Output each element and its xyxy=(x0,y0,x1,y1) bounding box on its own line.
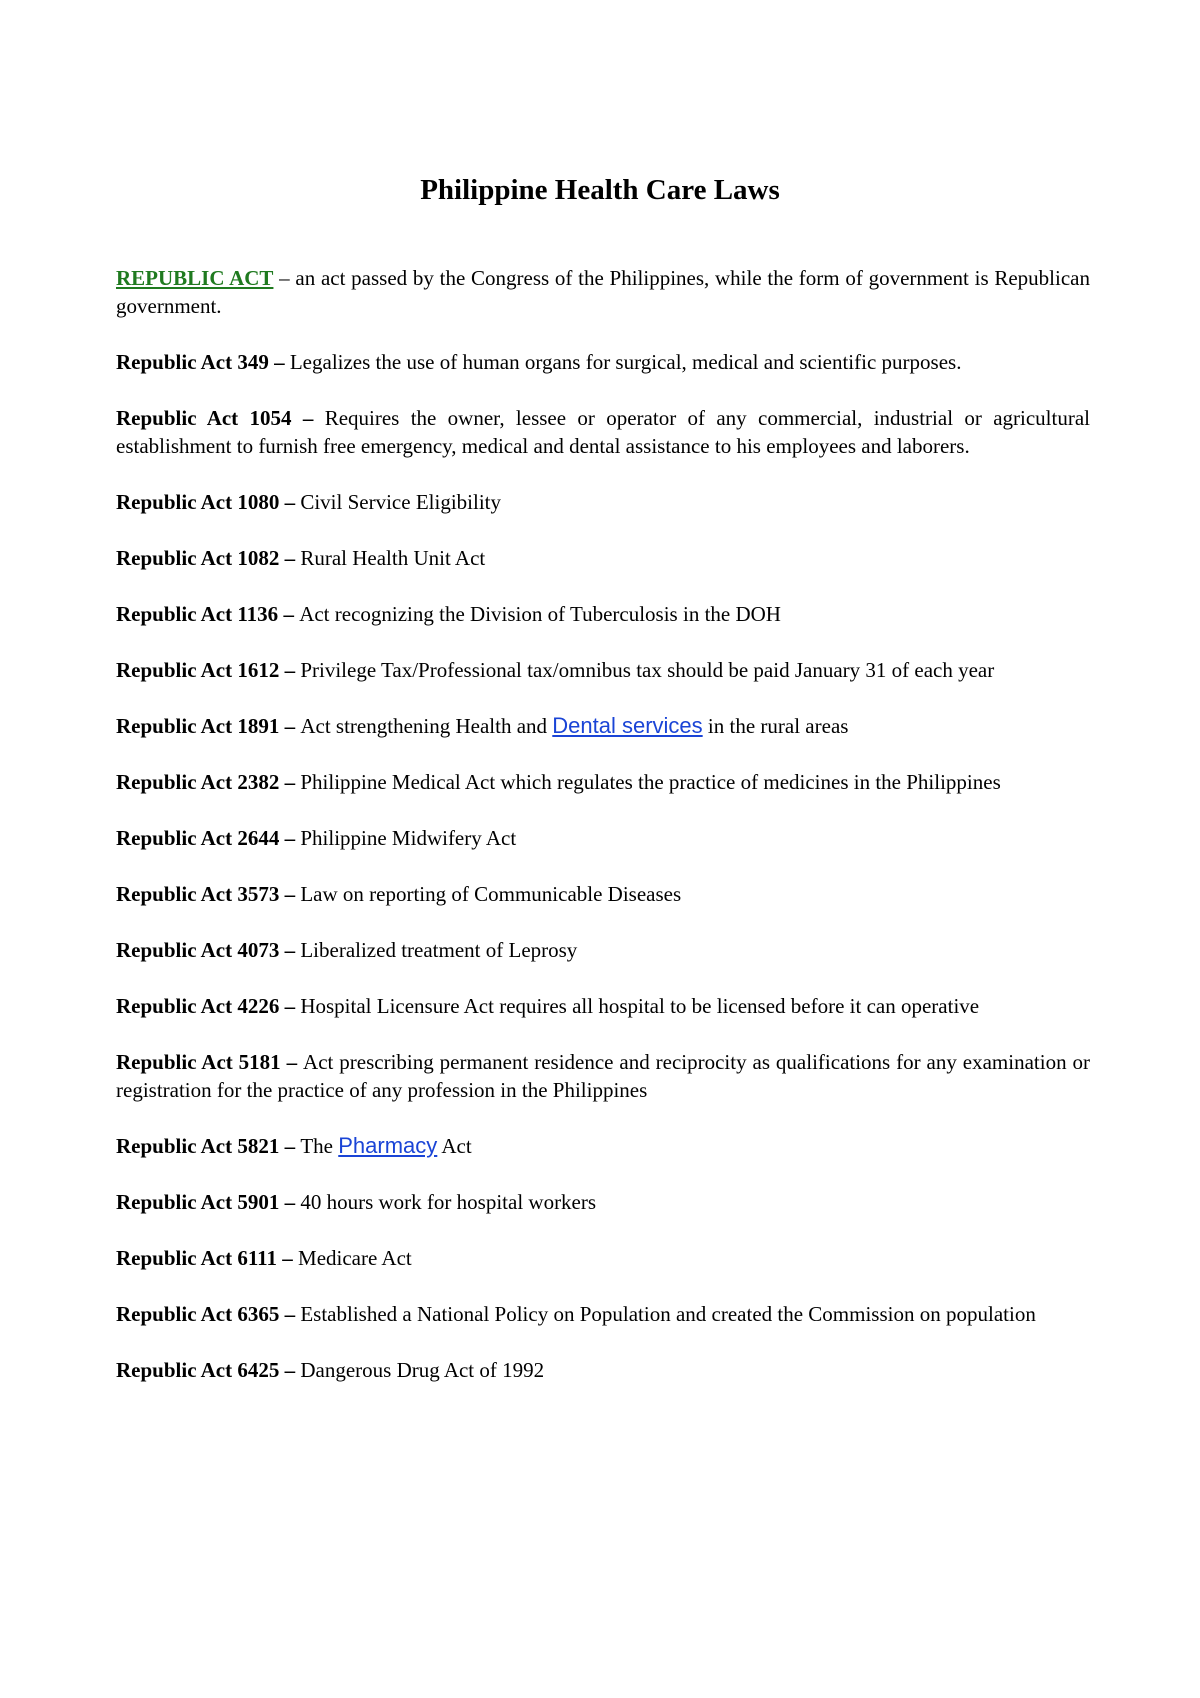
act-dash: – xyxy=(268,350,290,374)
act-description: Law on reporting of Communicable Diseases xyxy=(300,882,682,906)
intro-definition: an act passed by the Congress of the Philippines, while the form of government is Republican government. xyxy=(116,266,1090,318)
act-description: Philippine Midwifery Act xyxy=(300,826,517,850)
intro-dash: – xyxy=(273,266,296,290)
act-dash: – xyxy=(279,1190,301,1214)
act-label: Republic Act 1082 xyxy=(116,546,280,570)
act-dash: – xyxy=(279,826,301,850)
act-entry-349 xyxy=(116,348,1090,376)
act-description-after: Act xyxy=(437,1134,472,1158)
act-description-before: The xyxy=(300,1134,339,1158)
act-label: Republic Act 349 xyxy=(116,350,269,374)
act-dash: – xyxy=(291,406,325,430)
act-description-before: Act strengthening Health and xyxy=(300,714,553,738)
act-label: Republic Act 1136 xyxy=(116,602,279,626)
act-dash: – xyxy=(280,1050,304,1074)
act-entry-5901 xyxy=(116,1188,1090,1216)
act-label: Republic Act 1080 xyxy=(116,490,280,514)
act-entry-1136 xyxy=(116,600,1090,628)
act-entry-3573 xyxy=(116,880,1090,908)
act-dash: – xyxy=(279,994,301,1018)
act-entry-5821 xyxy=(116,1132,1090,1160)
act-label: Republic Act 4226 xyxy=(116,994,280,1018)
act-entry-6111 xyxy=(116,1244,1090,1272)
act-entry-2644 xyxy=(116,824,1090,852)
act-entry-6365 xyxy=(116,1300,1090,1328)
act-description: Hospital Licensure Act requires all hospital to be licensed before it can operative xyxy=(300,994,980,1018)
act-label: Republic Act 6111 xyxy=(116,1246,278,1270)
act-description: Civil Service Eligibility xyxy=(300,490,501,514)
act-description: Dangerous Drug Act of 1992 xyxy=(300,1358,545,1382)
act-dash: – xyxy=(278,602,300,626)
act-description: 40 hours work for hospital workers xyxy=(300,1190,597,1214)
act-dash: – xyxy=(279,714,301,738)
act-description: Rural Health Unit Act xyxy=(300,546,486,570)
act-entry-4226 xyxy=(116,992,1090,1020)
act-description: Privilege Tax/Professional tax/omnibus tax should be paid January 31 of each year xyxy=(300,658,995,682)
act-entry-1082 xyxy=(116,544,1090,572)
act-dash: – xyxy=(279,1134,301,1158)
act-description: Established a National Policy on Population and created the Commission on population xyxy=(300,1302,1036,1326)
act-description: Medicare Act xyxy=(298,1246,412,1270)
act-dash: – xyxy=(279,490,301,514)
act-label: Republic Act 1054 xyxy=(116,406,292,430)
act-label: Republic Act 1612 xyxy=(116,658,280,682)
act-dash: – xyxy=(279,770,301,794)
act-entry-5181 xyxy=(116,1048,1090,1104)
act-label: Republic Act 2644 xyxy=(116,826,280,850)
act-dash: – xyxy=(279,882,301,906)
act-entry-1054 xyxy=(116,404,1090,460)
act-dash: – xyxy=(279,1302,301,1326)
act-description: Legalizes the use of human organs for surgical, medical and scientific purposes. xyxy=(289,350,962,374)
act-label: Republic Act 5901 xyxy=(116,1190,280,1214)
act-dash: – xyxy=(279,546,301,570)
act-label: Republic Act 4073 xyxy=(116,938,280,962)
act-label: Republic Act 2382 xyxy=(116,770,280,794)
act-label: Republic Act 5821 xyxy=(116,1134,280,1158)
dental-services-link[interactable]: Dental services xyxy=(552,713,703,738)
act-description-after: in the rural areas xyxy=(702,714,849,738)
act-dash: – xyxy=(277,1246,299,1270)
act-entry-2382 xyxy=(116,768,1090,796)
page-title: Philippine Health Care Laws xyxy=(420,174,780,206)
act-dash: – xyxy=(279,658,301,682)
act-description: Philippine Medical Act which regulates the practice of medicines in the Philippines xyxy=(300,770,1001,794)
act-entry-1612 xyxy=(116,656,1090,684)
act-dash: – xyxy=(279,1358,301,1382)
act-entry-4073 xyxy=(116,936,1090,964)
act-label: Republic Act 5181 xyxy=(116,1050,281,1074)
act-entry-1080 xyxy=(116,488,1090,516)
pharmacy-link[interactable]: Pharmacy xyxy=(338,1133,438,1158)
act-entry-1891 xyxy=(116,712,1090,740)
intro-paragraph xyxy=(116,264,1090,320)
act-label: Republic Act 6425 xyxy=(116,1358,280,1382)
act-dash: – xyxy=(279,938,301,962)
act-description: Act prescribing permanent residence and reciprocity as qualifications for any examination or registration for the practice of any profession in the Philippines xyxy=(116,1050,1091,1102)
act-label: Republic Act 6365 xyxy=(116,1302,280,1326)
act-description: Act recognizing the Division of Tuberculosis in the DOH xyxy=(299,602,781,626)
republic-act-term-link[interactable]: REPUBLIC ACT xyxy=(116,266,274,290)
act-label: Republic Act 1891 xyxy=(116,714,280,738)
act-entry-6425 xyxy=(116,1356,1090,1384)
act-label: Republic Act 3573 xyxy=(116,882,280,906)
act-description: Liberalized treatment of Leprosy xyxy=(300,938,578,962)
document-body xyxy=(116,264,1090,1412)
act-description: Requires the owner, lessee or operator of any commercial, industrial or agricultural establishment to furnish free emergency, medical and dental assistance to his employees and laborers. xyxy=(116,406,1090,458)
